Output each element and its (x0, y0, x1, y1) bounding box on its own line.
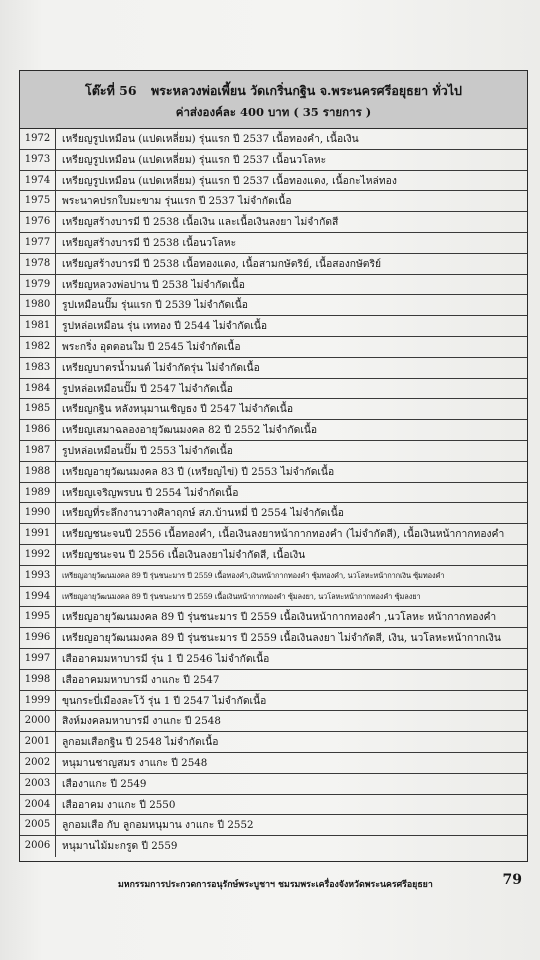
item-description: พระกริ่ง อุดตอนใม ปี 2545 ไม่จำกัดเนื้อ (62, 340, 241, 353)
item-description: เหรียญกฐิน หลังหนุมานเชิญธง ปี 2547 ไม่จำกัดเนื้อ (62, 403, 294, 416)
table-row (20, 233, 527, 254)
table-row (20, 732, 527, 753)
page-number: 79 (502, 872, 522, 888)
table-row (20, 316, 527, 337)
table-row (20, 358, 527, 379)
table-row (20, 587, 527, 608)
table-row (20, 649, 527, 670)
item-number: 2006 (20, 836, 56, 857)
item-description: เหรียญอายุวัฒนมงคล 89 ปี รุ่นชนะมาร ปี 2559 เนื้อเงินลงยา ไม่จำกัดสี, เงิน, นวโลหะหน้ากากเงิน (62, 632, 501, 645)
table-row (20, 774, 527, 795)
item-number: 1989 (20, 483, 56, 503)
item-description: เสืออาคมมหาบารมี รุ่น 1 ปี 2546 ไม่จำกัดเนื้อ (62, 652, 270, 665)
table-row (20, 399, 527, 420)
lot-number: โต๊ะที่ 56 (85, 83, 137, 98)
item-number: 1980 (20, 295, 56, 315)
item-number: 2005 (20, 815, 56, 835)
item-number: 2003 (20, 774, 56, 794)
item-description: เหรียญอายุวัฒนมงคล 89 ปี รุ่นชนะมาร ปี 2559 เนื้อเงินหน้ากากทองคำ ,นวโลหะ หน้ากากทองคำ (62, 611, 497, 624)
item-description: รูปหล่อเหมือนปั๊ม ปี 2553 ไม่จำกัดเนื้อ (62, 444, 233, 457)
item-number: 1992 (20, 545, 56, 565)
table-row (20, 795, 527, 816)
item-number: 1990 (20, 503, 56, 523)
item-number: 1975 (20, 191, 56, 211)
item-description: เหรียญเจริญพรบน ปี 2554 ไม่จำกัดเนื้อ (62, 486, 239, 499)
table-row (20, 815, 527, 836)
lot-title: พระหลวงพ่อเพี้ยน วัดเกริ่นกฐิน จ.พระนครศรีอยุธยา ทั่วไป (150, 83, 462, 98)
table-row (20, 254, 527, 275)
item-description: หนุมานไม้มะกรูด ปี 2559 (62, 840, 178, 853)
table-row (20, 275, 527, 296)
item-number: 1986 (20, 420, 56, 440)
item-number: 1994 (20, 587, 56, 607)
item-description: เหรียญรูปเหมือน (แปดเหลี่ยม) รุ่นแรก ปี 2537 เนื้อทองแดง, เนื้อกะไหล่ทอง (62, 174, 397, 187)
item-description: เหรียญหลวงพ่อปาน ปี 2538 ไม่จำกัดเนื้อ (62, 278, 245, 291)
table-row (20, 836, 527, 857)
item-description: สิงห์มงคลมหาบารมี งาแกะ ปี 2548 (62, 715, 221, 728)
table-row (20, 670, 527, 691)
item-number: 1988 (20, 462, 56, 482)
item-number: 1997 (20, 649, 56, 669)
item-number: 1972 (20, 129, 56, 149)
table-row (20, 379, 527, 400)
table-row (20, 628, 527, 649)
table-row (20, 191, 527, 212)
table-row (20, 337, 527, 358)
table-row (20, 503, 527, 524)
table-row (20, 483, 527, 504)
item-table (19, 70, 528, 862)
table-row (20, 607, 527, 628)
table-row (20, 524, 527, 545)
item-description: เสืองาแกะ ปี 2549 (62, 777, 147, 790)
table-row (20, 129, 527, 150)
item-description: หนุมานชาญสมร งาแกะ ปี 2548 (62, 756, 208, 769)
item-description: ลูกอมเสือกฐิน ปี 2548 ไม่จำกัดเนื้อ (62, 736, 219, 749)
item-description: เหรียญรูปเหมือน (แปดเหลี่ยม) รุ่นแรก ปี 2537 เนื้อนวโลหะ (62, 153, 327, 166)
item-number: 1993 (20, 566, 56, 586)
table-title (20, 81, 527, 101)
item-number: 1974 (20, 171, 56, 191)
page-footer (118, 872, 530, 894)
item-description: เหรียญที่ระลึกงานวางศิลาฤกษ์ สภ.บ้านหมี่ ปี 2554 ไม่จำกัดเนื้อ (62, 507, 344, 520)
item-description: เหรียญสร้างบารมี ปี 2538 เนื้อนวโลหะ (62, 236, 237, 249)
table-subtitle: ค่าส่งองค์ละ 400 บาท ( 35 รายการ ) (175, 105, 372, 119)
item-number: 1981 (20, 316, 56, 336)
item-number: 1985 (20, 399, 56, 419)
item-number: 1982 (20, 337, 56, 357)
table-row (20, 462, 527, 483)
item-number: 2004 (20, 795, 56, 815)
item-description: เหรียญชนะจนปี 2556 เนื้อทองคำ, เนื้อเงินลงยาหน้ากากทองคำ (ไม่จำกัดสี), เนื้อเงินหน้ากากทองคำ (62, 528, 505, 541)
item-number: 2001 (20, 732, 56, 752)
table-header (20, 71, 527, 129)
item-description: เสืออาคม งาแกะ ปี 2550 (62, 798, 176, 811)
item-description: พระนาคปรกใบมะขาม รุ่นแรก ปี 2537 ไม่จำกัดเนื้อ (62, 195, 292, 208)
item-number: 1991 (20, 524, 56, 544)
table-row (20, 295, 527, 316)
item-description: เหรียญสร้างบารมี ปี 2538 เนื้อเงิน และเนื้อเงินลงยา ไม่จำกัดสี (62, 216, 339, 229)
item-number: 1976 (20, 212, 56, 232)
table-row (20, 420, 527, 441)
table-row (20, 171, 527, 192)
table-row (20, 711, 527, 732)
table-row (20, 691, 527, 712)
table-row (20, 566, 527, 587)
item-number: 1978 (20, 254, 56, 274)
item-number: 1999 (20, 691, 56, 711)
item-description: เสืออาคมมหาบารมี งาแกะ ปี 2547 (62, 673, 220, 686)
item-description: รูปเหมือนปั๊ม รุ่นแรก ปี 2539 ไม่จำกัดเนื้อ (62, 299, 248, 312)
table-row (20, 753, 527, 774)
item-description: เหรียญบาตรน้ำมนต์ ไม่จำกัดรุ่น ไม่จำกัดเนื้อ (62, 361, 260, 374)
table-row (20, 150, 527, 171)
item-number: 1996 (20, 628, 56, 648)
item-description: เหรียญรูปเหมือน (แปดเหลี่ยม) รุ่นแรก ปี 2537 เนื้อทองคำ, เนื้อเงิน (62, 133, 359, 145)
item-number: 1995 (20, 607, 56, 627)
item-description: เหรียญชนะจน ปี 2556 เนื้อเงินลงยาไม่จำกัดสี, เนื้อเงิน (62, 548, 306, 561)
table-row (20, 212, 527, 233)
table-row (20, 441, 527, 462)
table-row (20, 545, 527, 566)
item-number: 1979 (20, 275, 56, 295)
item-number: 2002 (20, 753, 56, 773)
item-description: เหรียญเสมาฉลองอายุวัฒนมงคล 82 ปี 2552 ไม่จำกัดเนื้อ (62, 424, 318, 437)
item-number: 1983 (20, 358, 56, 378)
item-description: เหรียญอายุวัฒนมงคล 89 ปี รุ่นชนะมาร ปี 2559 เนื้อเงินหน้ากากทองคำ ซุ้มลงยา, นวโลหะหน้ากากทองคำ ซุ้มลงยา (62, 591, 421, 601)
item-description: รูปหล่อเหมือนปั๊ม ปี 2547 ไม่จำกัดเนื้อ (62, 382, 233, 395)
item-description: ลูกอมเสือ กับ ลูกอมหนุมาน งาแกะ ปี 2552 (62, 819, 254, 832)
item-number: 1987 (20, 441, 56, 461)
footer-text: มหกรรมการประกวดการอนุรักษ์พระบูชาฯ ชมรมพระเครื่องจังหวัดพระนครศรีอยุธยา (118, 880, 433, 890)
item-description: เหรียญอายุวัฒนมงคล 83 ปี (เหรียญไข่) ปี 2553 ไม่จำกัดเนื้อ (62, 465, 335, 478)
item-description: รูปหล่อเหมือน รุ่น เททอง ปี 2544 ไม่จำกัดเนื้อ (62, 320, 268, 333)
item-number: 1973 (20, 150, 56, 170)
item-description: เหรียญอายุวัฒนมงคล 89 ปี รุ่นชนะมาร ปี 2559 เนื้อทองคำ,เงินหน้ากากทองคำ ซุ้มทองคำ, นวโลหะหน้ากากเงิน ซุ้มทองคำ (62, 570, 445, 580)
item-number: 1984 (20, 379, 56, 399)
item-description: เหรียญสร้างบารมี ปี 2538 เนื้อทองแดง, เนื้อสามกษัตริย์, เนื้อสองกษัตริย์ (62, 257, 382, 270)
item-description: ขุนกระบี่เมืองละโว้ รุ่น 1 ปี 2547 ไม่จำกัดเนื้อ (62, 694, 267, 707)
item-number: 1977 (20, 233, 56, 253)
item-number: 1998 (20, 670, 56, 690)
item-number: 2000 (20, 711, 56, 731)
table-body (20, 129, 527, 857)
